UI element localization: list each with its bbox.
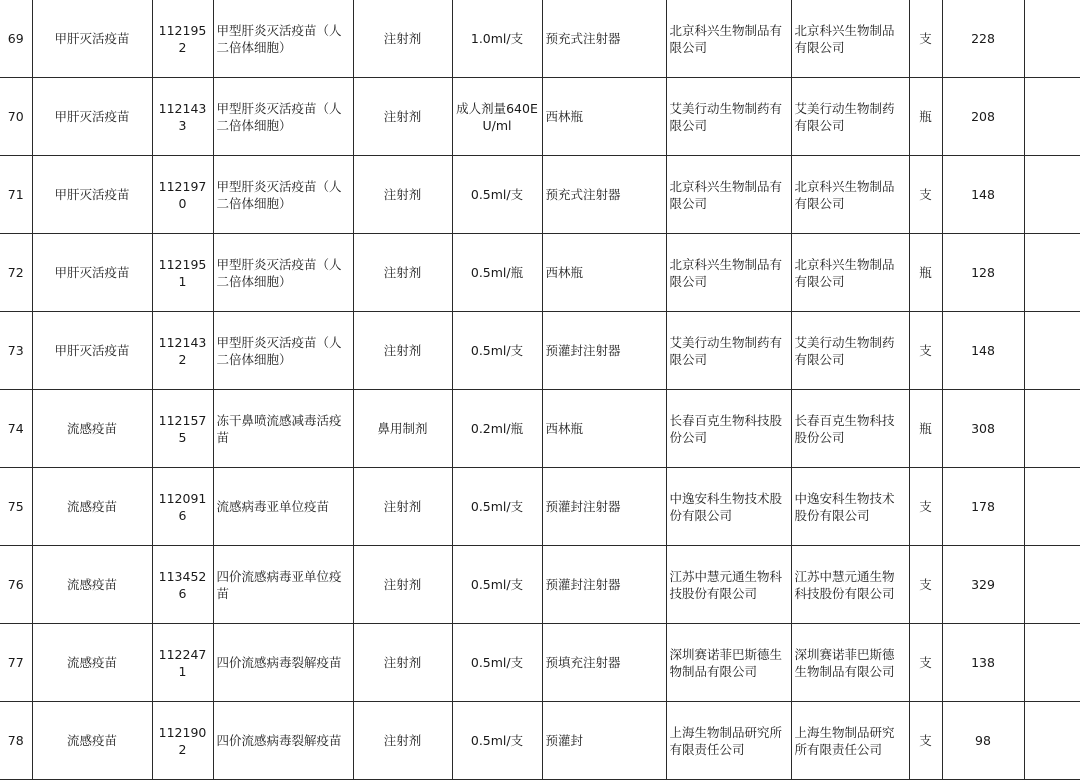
cell-applicant: 北京科兴生物制品有限公司 (666, 234, 791, 312)
cell-specification: 0.5ml/支 (452, 312, 542, 390)
cell-product-name: 甲型肝炎灭活疫苗（人二倍体细胞） (213, 78, 353, 156)
cell-dosage-form: 注射剂 (353, 156, 452, 234)
cell-product-code: 1120916 (152, 468, 213, 546)
cell-serial-number: 70 (0, 78, 32, 156)
table-row (0, 390, 1080, 468)
cell-product-name: 甲型肝炎灭活疫苗（人二倍体细胞） (213, 0, 353, 78)
cell-serial-number: 76 (0, 546, 32, 624)
cell-product-code: 1122471 (152, 624, 213, 702)
cell-empty (1024, 234, 1080, 312)
cell-product-code: 1121951 (152, 234, 213, 312)
cell-packaging: 预灌封注射器 (542, 312, 666, 390)
cell-packaging: 西林瓶 (542, 234, 666, 312)
cell-vaccine-category: 流感疫苗 (32, 468, 152, 546)
cell-specification: 0.2ml/瓶 (452, 390, 542, 468)
cell-applicant: 北京科兴生物制品有限公司 (666, 156, 791, 234)
cell-applicant: 上海生物制品研究所有限责任公司 (666, 702, 791, 780)
cell-serial-number: 77 (0, 624, 32, 702)
cell-applicant: 中逸安科生物技术股份有限公司 (666, 468, 791, 546)
cell-manufacturer: 北京科兴生物制品有限公司 (791, 0, 909, 78)
cell-packaging: 预充式注射器 (542, 0, 666, 78)
cell-manufacturer: 北京科兴生物制品有限公司 (791, 156, 909, 234)
table-row (0, 468, 1080, 546)
cell-product-code: 1121970 (152, 156, 213, 234)
cell-dosage-form: 注射剂 (353, 312, 452, 390)
cell-product-code: 1134526 (152, 546, 213, 624)
cell-applicant: 艾美行动生物制药有限公司 (666, 312, 791, 390)
cell-empty (1024, 702, 1080, 780)
cell-packaging: 西林瓶 (542, 390, 666, 468)
cell-product-name: 四价流感病毒亚单位疫苗 (213, 546, 353, 624)
cell-manufacturer: 上海生物制品研究所有限责任公司 (791, 702, 909, 780)
cell-specification: 0.5ml/支 (452, 468, 542, 546)
cell-price: 98 (942, 702, 1024, 780)
cell-product-code: 1121952 (152, 0, 213, 78)
cell-unit: 瓶 (909, 234, 942, 312)
cell-unit: 支 (909, 702, 942, 780)
cell-packaging: 预灌封 (542, 702, 666, 780)
table-row (0, 78, 1080, 156)
cell-vaccine-category: 流感疫苗 (32, 390, 152, 468)
cell-applicant: 长春百克生物科技股份公司 (666, 390, 791, 468)
cell-empty (1024, 0, 1080, 78)
cell-manufacturer: 深圳赛诺菲巴斯德生物制品有限公司 (791, 624, 909, 702)
cell-manufacturer: 艾美行动生物制药有限公司 (791, 78, 909, 156)
cell-dosage-form: 注射剂 (353, 234, 452, 312)
cell-empty (1024, 78, 1080, 156)
cell-applicant: 江苏中慧元通生物科技股份有限公司 (666, 546, 791, 624)
cell-unit: 支 (909, 0, 942, 78)
cell-packaging: 预灌封注射器 (542, 468, 666, 546)
cell-vaccine-category: 甲肝灭活疫苗 (32, 234, 152, 312)
cell-packaging: 预充式注射器 (542, 156, 666, 234)
cell-product-name: 甲型肝炎灭活疫苗（人二倍体细胞） (213, 156, 353, 234)
cell-vaccine-category: 流感疫苗 (32, 624, 152, 702)
cell-unit: 瓶 (909, 390, 942, 468)
cell-unit: 支 (909, 546, 942, 624)
cell-dosage-form: 注射剂 (353, 702, 452, 780)
cell-product-code: 1121575 (152, 390, 213, 468)
cell-specification: 0.5ml/支 (452, 702, 542, 780)
cell-vaccine-category: 甲肝灭活疫苗 (32, 78, 152, 156)
cell-specification: 成人剂量640EU/ml (452, 78, 542, 156)
cell-vaccine-category: 甲肝灭活疫苗 (32, 156, 152, 234)
cell-packaging: 西林瓶 (542, 78, 666, 156)
cell-applicant: 艾美行动生物制药有限公司 (666, 78, 791, 156)
cell-packaging: 预灌封注射器 (542, 546, 666, 624)
cell-product-name: 四价流感病毒裂解疫苗 (213, 702, 353, 780)
cell-unit: 支 (909, 468, 942, 546)
cell-specification: 1.0ml/支 (452, 0, 542, 78)
cell-serial-number: 72 (0, 234, 32, 312)
cell-dosage-form: 注射剂 (353, 468, 452, 546)
cell-dosage-form: 鼻用制剂 (353, 390, 452, 468)
cell-specification: 0.5ml/支 (452, 546, 542, 624)
table-row (0, 624, 1080, 702)
table-row (0, 234, 1080, 312)
cell-applicant: 北京科兴生物制品有限公司 (666, 0, 791, 78)
table-row (0, 702, 1080, 780)
cell-unit: 支 (909, 156, 942, 234)
cell-serial-number: 73 (0, 312, 32, 390)
cell-price: 128 (942, 234, 1024, 312)
cell-dosage-form: 注射剂 (353, 78, 452, 156)
cell-price: 148 (942, 312, 1024, 390)
cell-empty (1024, 468, 1080, 546)
cell-dosage-form: 注射剂 (353, 546, 452, 624)
cell-unit: 支 (909, 312, 942, 390)
cell-specification: 0.5ml/瓶 (452, 234, 542, 312)
cell-specification: 0.5ml/支 (452, 156, 542, 234)
cell-manufacturer: 北京科兴生物制品有限公司 (791, 234, 909, 312)
cell-serial-number: 74 (0, 390, 32, 468)
cell-vaccine-category: 流感疫苗 (32, 702, 152, 780)
cell-product-name: 四价流感病毒裂解疫苗 (213, 624, 353, 702)
cell-packaging: 预填充注射器 (542, 624, 666, 702)
cell-vaccine-category: 甲肝灭活疫苗 (32, 0, 152, 78)
cell-price: 178 (942, 468, 1024, 546)
table-row (0, 0, 1080, 78)
cell-serial-number: 69 (0, 0, 32, 78)
cell-dosage-form: 注射剂 (353, 0, 452, 78)
cell-applicant: 深圳赛诺菲巴斯德生物制品有限公司 (666, 624, 791, 702)
cell-manufacturer: 江苏中慧元通生物科技股份有限公司 (791, 546, 909, 624)
cell-price: 148 (942, 156, 1024, 234)
cell-product-code: 1121433 (152, 78, 213, 156)
cell-serial-number: 75 (0, 468, 32, 546)
cell-product-code: 1121432 (152, 312, 213, 390)
cell-empty (1024, 156, 1080, 234)
cell-product-name: 流感病毒亚单位疫苗 (213, 468, 353, 546)
table-row (0, 312, 1080, 390)
cell-serial-number: 71 (0, 156, 32, 234)
cell-product-name: 冻干鼻喷流感减毒活疫苗 (213, 390, 353, 468)
cell-price: 308 (942, 390, 1024, 468)
cell-specification: 0.5ml/支 (452, 624, 542, 702)
cell-unit: 瓶 (909, 78, 942, 156)
table-row (0, 546, 1080, 624)
cell-manufacturer: 艾美行动生物制药有限公司 (791, 312, 909, 390)
cell-product-code: 1121902 (152, 702, 213, 780)
cell-empty (1024, 546, 1080, 624)
cell-product-name: 甲型肝炎灭活疫苗（人二倍体细胞） (213, 234, 353, 312)
table-row (0, 156, 1080, 234)
cell-price: 228 (942, 0, 1024, 78)
cell-vaccine-category: 甲肝灭活疫苗 (32, 312, 152, 390)
cell-serial-number: 78 (0, 702, 32, 780)
cell-price: 329 (942, 546, 1024, 624)
cell-product-name: 甲型肝炎灭活疫苗（人二倍体细胞） (213, 312, 353, 390)
cell-manufacturer: 中逸安科生物技术股份有限公司 (791, 468, 909, 546)
cell-empty (1024, 312, 1080, 390)
cell-price: 208 (942, 78, 1024, 156)
cell-empty (1024, 624, 1080, 702)
cell-vaccine-category: 流感疫苗 (32, 546, 152, 624)
cell-dosage-form: 注射剂 (353, 624, 452, 702)
cell-price: 138 (942, 624, 1024, 702)
cell-empty (1024, 390, 1080, 468)
cell-unit: 支 (909, 624, 942, 702)
cell-manufacturer: 长春百克生物科技股份公司 (791, 390, 909, 468)
